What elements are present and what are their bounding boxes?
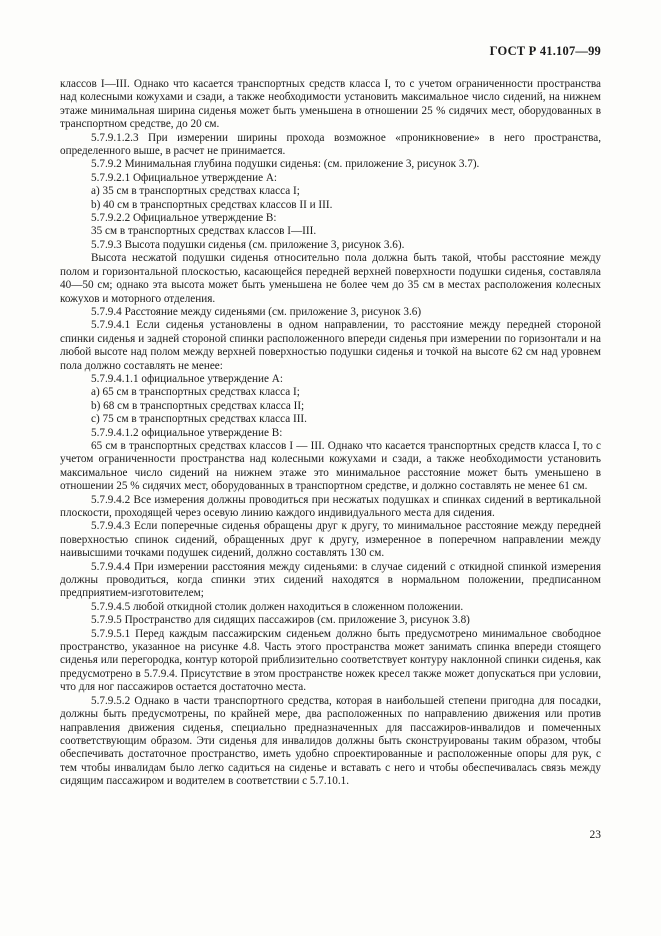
paragraph: 35 см в транспортных средствах классов I—III. [91, 225, 317, 238]
paragraph: 5.7.9.5.1 Перед каждым пассажирским сиденьем должно быть предусмотрено минимальное свободное пространство, указанное на рисунке 4.8. Часть этого пространства может занимать спинка впереди стоящего сиденья или перегородка, контур которой приблизительно соответствует контуру наклонной спинки сиденья, как предусмотрено в 5.7.9.4. Присутствие в этом пространстве ножек кресел также может допускаться при условии, что для ног пассажиров остается достаточно места. [60, 627, 601, 694]
paragraph: Высота несжатой подушки сиденья относительно пола должна быть такой, чтобы расстояние между полом и горизонтальной плоскостью, касающейся передней верхней поверхности подушки сиденья, составляла 40—50 см; однако эта высота может быть уменьшена не более чем до 35 см в местах расположения колесных кожухов и моторного отделения. [60, 252, 601, 305]
paragraph: 5.7.9.4.5 любой откидной столик должен находиться в сложенном положении. [91, 600, 464, 613]
paragraph: 5.7.9.1.2.3 При измерении ширины прохода возможное «проникновение» в него пространства, определенного выше, в расчет не принимается. [60, 131, 601, 158]
paragraph: 5.7.9.5 Пространство для сидящих пассажиров (см. приложение 3, рисунок 3.8) [91, 614, 470, 627]
document-body [60, 78, 601, 789]
paragraph: 5.7.9.4.3 Если поперечные сиденья обращены друг к другу, то минимальное расстояние между передней поверхностью спинок сидений, обращенных друг к другу, измеренное в поперечном направлении между наивысшими точками подушек сидений, должно составлять 130 см. [60, 520, 601, 560]
paragraph: 5.7.9.4.1.1 официальное утверждение А: [91, 372, 283, 385]
paragraph: 5.7.9.5.2 Однако в части транспортного средства, которая в наибольшей степени пригодна для посадки, должны быть предусмотрены, по крайней мере, два расположенных по направлению движения или против направления движения сиденья, специально предназначенных для пассажиров-инвалидов и помеченных соответствующим образом. Эти сиденья для инвалидов должны быть сконструированы таким образом, чтобы обеспечивать достаточное пространство, иметь удобно спроектированные и расположенные опоры для рук, с тем чтобы инвалидам было легко садиться на сиденье и вставать с него и чтобы обеспечивалась связь между сидящим пассажиром и водителем в соответствии с 5.7.10.1. [60, 694, 601, 788]
list-item: c) 75 см в транспортных средствах класса III. [91, 413, 307, 426]
paragraph: 5.7.9.4.1.2 официальное утверждение В: [91, 426, 283, 439]
list-item: b) 40 см в транспортных средствах классов II и III. [91, 198, 333, 211]
list-item: a) 35 см в транспортных средствах класса I; [91, 185, 300, 198]
paragraph: 5.7.9.3 Высота подушки сиденья (см. приложение 3, рисунок 3.6). [91, 238, 405, 251]
paragraph: 5.7.9.4.2 Все измерения должны проводиться при несжатых подушках и спинках сидений в вертикальной плоскости, проходящей через осевую линию каждого индивидуального места для сидения. [60, 493, 601, 519]
paragraph: 5.7.9.2 Минимальная глубина подушки сиденья: (см. приложение 3, рисунок 3.7). [91, 158, 480, 171]
paragraph: 5.7.9.4.1 Если сиденья установлены в одном направлении, то расстояние между передней стороной спинки сиденья и задней стороной спинки расположенного впереди сиденья при измерении по горизонтали и на любой высоте над полом между верхней поверхностью подушки сиденья и точкой на высоте 62 см над уровнем пола должно составлять не менее: [60, 319, 601, 372]
paragraph: 5.7.9.2.2 Официальное утверждение В: [91, 212, 277, 225]
paragraph: 5.7.9.4.4 При измерении расстояния между сиденьями: в случае сидений с откидной спинкой измерения должны проводиться, когда спинки этих сидений находятся в нормальном положении, предписанном предприятием-изготовителем; [60, 560, 601, 600]
list-item: b) 68 см в транспортных средствах класса II; [91, 399, 305, 412]
list-item: a) 65 см в транспортных средствах класса I; [91, 386, 300, 399]
paragraph: классов I—III. Однако что касается транспортных средств класса I, то с учетом ограниченности пространства над колесными кожухами и сзади, а также необходимости установить максимальное число сидений, на нижнем этаже минимальная ширина сиденья может быть уменьшена в отношении 25 % сидячих мест, оборудованных в транспортном средстве, до 20 см. [60, 78, 601, 131]
paragraph: 5.7.9.2.1 Официальное утверждение А: [91, 171, 278, 184]
paragraph: 5.7.9.4 Расстояние между сиденьями (см. приложение 3, рисунок 3.6) [91, 305, 422, 318]
document-code-header: ГОСТ Р 41.107—99 [489, 44, 601, 58]
page-number: 23 [589, 829, 601, 841]
paragraph: 65 см в транспортных средствах классов I — III. Однако что касается транспортных средств класса I, то с учетом ограниченности пространства над колесными кожухами и сзади, а также необходимости установить максимальное число сидений на нижнем этаже это минимальное расстояние может быть уменьшено в отношении 25 % сидячих мест, оборудованных в транспортном средстве, и должно составлять не менее 61 см. [60, 439, 601, 493]
